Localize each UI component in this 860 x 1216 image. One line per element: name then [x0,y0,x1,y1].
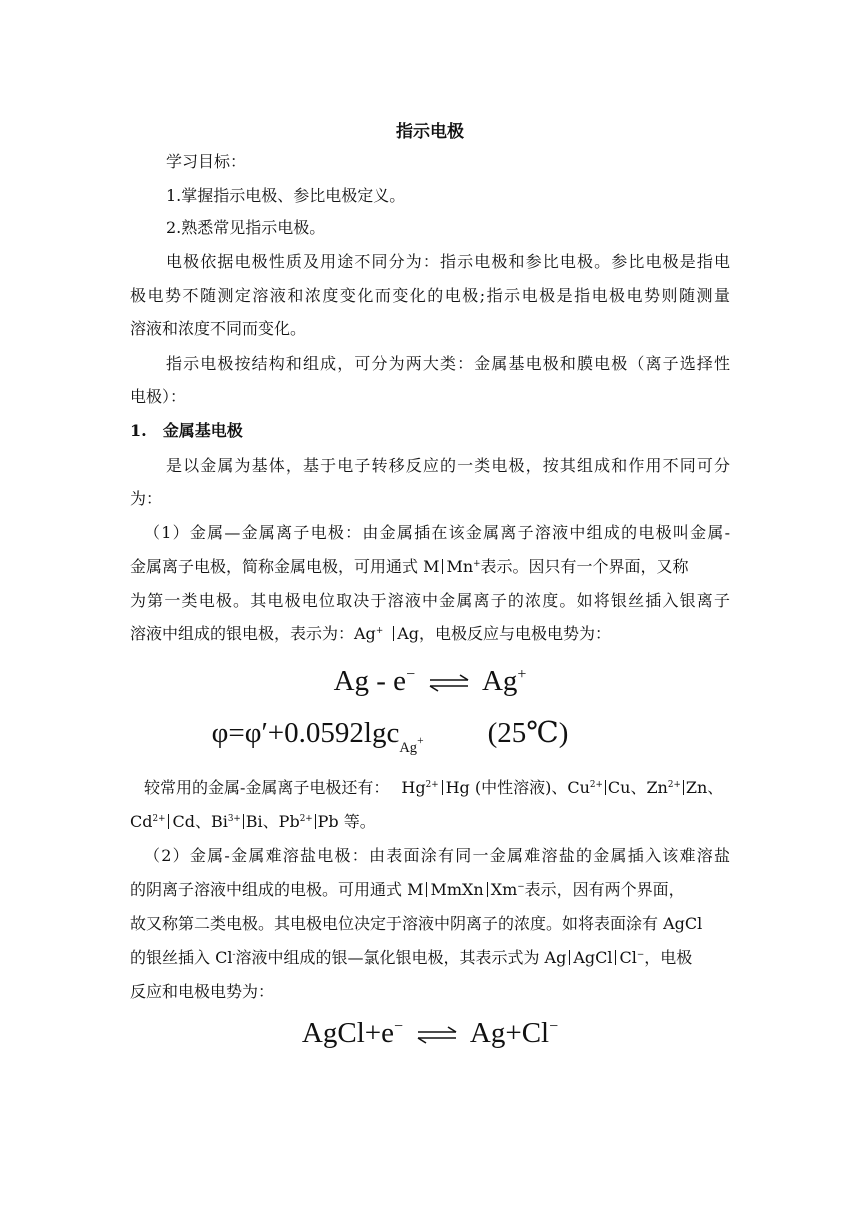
vertical-bar [569,950,570,965]
vertical-bar [683,780,684,795]
vertical-bar [442,780,443,795]
type1-line-3: 为第一类电极。其电极电位取决于溶液中金属离子的浓度。如将银丝插入银离子 [130,591,730,610]
vertical-bar [615,950,616,965]
type1-line-2: 金属离子电极，简称金属电极，可用通式 M Mn+表示。因只有一个界面，又称 [130,557,689,576]
section-number: 1. [130,421,147,440]
intro-line-2: 极电势不随测定溶液和浓度变化而变化的电极;指示电极是指电极电势则随测量 [130,286,730,305]
intro-line-1: 电极依据电极性质及用途不同分为：指示电极和参比电极。参比电极是指电 [166,252,730,271]
vertical-bar [393,626,394,641]
section-1-line-1: 是以金属为基体，基于电子转移反应的一类电极，按其组成和作用不同可分 [166,456,730,475]
intro-line-3: 溶液和浓度不同而变化。 [130,319,307,338]
vertical-bar [605,780,606,795]
type2-line-5: 反应和电极电势为： [130,982,275,1001]
equation-2: φ=φ′+0.0592lgc$_{Ag^+}$ (25℃) [211,717,569,757]
section-1-heading [130,421,730,441]
type1-line-1: （1）金属—金属离子电极：由金属插在该金属离子溶液中组成的电极叫金属- [144,523,730,542]
vertical-bar [315,814,316,829]
common-electrodes-line-1: 较常用的金属-金属离子电极还有： $Hg^{2+}$ Hg (中性溶液)、$Cu^{2+}$ Cu、$Zn^{2+}$ Zn、 [144,778,724,797]
classification-line-2: 电极）： [130,387,187,406]
type2-line-3: 故又称第二类电极。其电极电位决定于溶液中阴离子的浓度。如将表面涂有 AgCl [130,914,703,933]
type1-line-4: 溶液中组成的银电极，表示为：Ag+ Ag，电极反应与电极电势为： [130,624,611,643]
type2-line-2: 的阴离子溶液中组成的电极。可用通式 M MmXn Xm−表示，因有两个界面， [130,880,685,899]
classification-line-1: 指示电极按结构和组成，可分为两大类：金属基电极和膜电极（离子选择性 [166,354,730,373]
page-title: 指示电极 [396,122,464,142]
section-1-line-2: 为： [130,489,163,508]
equation-3: AgCl+e− Ag+Cl− [0,1016,860,1052]
section-title: 金属基电极 [162,421,243,440]
objective-item-2: 2.熟悉常见指示电极。 [166,218,326,237]
vertical-bar [243,814,244,829]
equilibrium-arrow-icon [428,666,470,700]
objective-item-1: 1.掌握指示电极、参比电极定义。 [166,186,406,205]
vertical-bar [442,559,443,574]
vertical-bar [168,814,169,829]
vertical-bar [426,882,427,897]
common-electrodes-line-2: $Cd^{2+}$ Cd、$Bi^{3+}$ Bi、$Pb^{2+}$ Pb 等。 [130,812,376,831]
equation-1: Ag - e− Ag+ [0,664,860,700]
objectives-heading: 学习目标： [166,152,247,171]
type2-line-1: （2）金属-金属难溶盐电极：由表面涂有同一金属难溶盐的金属插入该难溶盐 [144,846,730,865]
equilibrium-arrow-icon [416,1018,458,1052]
vertical-bar [487,882,488,897]
type2-line-4: 的银丝插入 Cl-溶液中组成的银—氯化银电极，其表示式为 Ag AgCl Cl−，电极 [130,948,693,967]
